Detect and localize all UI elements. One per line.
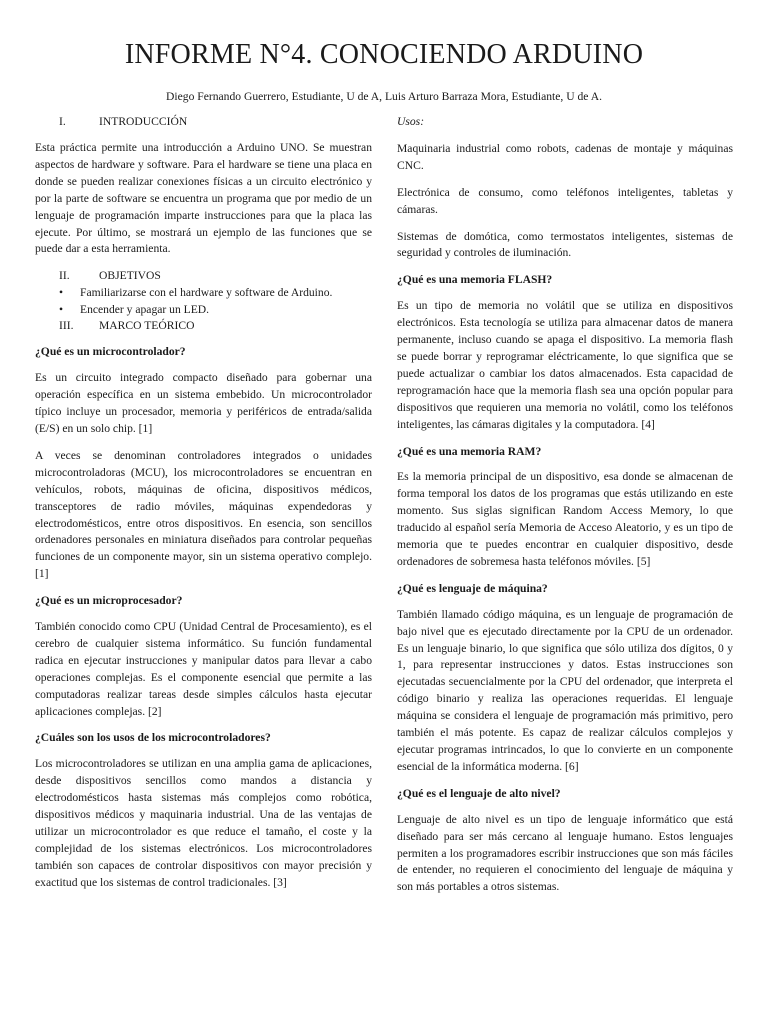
uses-item: Sistemas de domótica, como termostatos inteligentes, sistemas de seguridad y controles de iluminación. xyxy=(397,229,733,260)
list-item xyxy=(35,284,372,301)
section-introduction-heading xyxy=(35,114,372,130)
paper-title: INFORME N°4. CONOCIENDO ARDUINO xyxy=(124,39,644,70)
section-number: III. xyxy=(59,319,74,333)
section-title: INTRODUCCIÓN xyxy=(99,115,188,128)
question-heading-high-level-language: ¿Qué es el lenguaje de alto nivel? xyxy=(397,786,561,800)
paragraph: Es la memoria principal de un dispositivo, esa donde se almacenan de forma temporal los datos de los programas que estás utilizando en este momento. Sus siglas significan Random Access Memory, lo que traducido al español sería Memoria de Acceso Aleatorio, y es un tipo de memoria que te puedes encontrar en cualquier dispositivo, desde ordenadores de sobremesa hasta teléfonos móviles. [5] xyxy=(397,470,733,568)
list-item xyxy=(35,301,372,318)
uses-item: Maquinaria industrial como robots, cadenas de montaje y máquinas CNC. xyxy=(397,141,733,172)
paragraph: También conocido como CPU (Unidad Central de Procesamiento), es el cerebro de cualquier sistema informático. Su función fundamental radica en ejecutar instrucciones y manipular datos para llevar a cabo operaciones complejas. Es el componente esencial que permite a las computadoras realizar tareas desde simples cálculos hasta ejecutar aplicaciones complejas. [2] xyxy=(35,620,372,718)
section-number: I. xyxy=(59,115,66,128)
bullet-icon: • xyxy=(59,286,64,300)
section-title: MARCO TEÓRICO xyxy=(99,319,195,333)
paragraph: Los microcontroladores se utilizan en una amplia gama de aplicaciones, desde dispositivos sencillos como mandos a distancia y electrodomésticos hasta sistemas más complejos como robótica, dispositivos médicos y maquinaria industrial. Una de las ventajas de utilizar un microcontrolador es que reduce el tamaño, el coste y la complejidad de los sistemas electrónicos. Los microcontroladores también son capaces de controlar dispositivos con mayor precisión y exactitud que los sistemas de control tradicionales. [3] xyxy=(35,757,372,889)
introduction-paragraph: Esta práctica permite una introducción a Arduino UNO. Se muestran aspectos de hardware y software. Para el hardware se tiene una placa en donde se pueden realizar conexiones físicas a un circuito electrónico y por la parte de software se encuentra un programa que por medio de un lenguaje de programación imparte instrucciones para que la placa las ejecute. Por último, se mostrará un ejemplo de las funciones que se puede dar a esta herramienta. xyxy=(35,141,372,256)
section-theory-heading xyxy=(35,318,372,334)
objectives-list xyxy=(35,284,372,318)
uses-item: Electrónica de consumo, como teléfonos inteligentes, tabletas y cámaras. xyxy=(397,185,733,216)
paragraph: Es un circuito integrado compacto diseñado para gobernar una operación específica en un sistema embebido. Un microcontrolador típico incluye un procesador, memoria y periféricos de entrada/salida (E/S) en un solo chip. [1] xyxy=(35,371,372,435)
paragraph: Lenguaje de alto nivel es un tipo de lenguaje informático que está diseñado para ser más cercano al lenguaje humano. Estos lenguajes permiten a los programadores escribir instrucciones que son más fáciles de entender, no requieren el conocimiento del lenguaje de máquina y son más portables a otros sistemas. xyxy=(397,812,733,894)
question-heading-machine-language: ¿Qué es lenguaje de máquina? xyxy=(397,581,548,595)
uses-label: Usos: xyxy=(397,115,425,128)
paragraph: A veces se denominan controladores integrados o unidades microcontroladoras (MCU), los microcontroladores se encuentran en vehículos, robots, máquinas de oficina, dispositivos médicos, transceptores de radio móviles, máquinas expendedoras y electrodomésticos, entre otros dispositivos. En esencia, son sencillos ordenadores personales en miniatura diseñados para controlar pequeñas funciones de un componente mayor, sin un sistema operativo complejo. [1] xyxy=(35,448,372,581)
bullet-icon: • xyxy=(59,303,64,317)
paragraph: Es un tipo de memoria no volátil que se utiliza en dispositivos electrónicos. Esta tecnología se utiliza para almacenar datos de manera permanente, incluso cuando se apaga el dispositivo. La memoria flash se puede borrar y reprogramar eléctricamente, lo que significa que se puede actualizar o cambiar los datos almacenados. Esta capacidad de reprogramación hace que la memoria flash sea una opción popular para dispositivos que requieren una memoria no volátil, como los teléfonos inteligentes, las cámaras digitales y la computadora. [4] xyxy=(397,299,733,431)
left-column xyxy=(35,114,372,902)
question-heading-microcontroller: ¿Qué es un microcontrolador? xyxy=(35,345,186,359)
section-title: OBJETIVOS xyxy=(99,269,161,283)
author-line: Diego Fernando Guerrero, Estudiante, U de A, Luis Arturo Barraza Mora, Estudiante, U de A. xyxy=(166,90,602,103)
question-heading-ram: ¿Qué es una memoria RAM? xyxy=(397,444,542,458)
right-column xyxy=(397,114,733,906)
section-number: II. xyxy=(59,269,70,283)
question-heading-flash: ¿Qué es una memoria FLASH? xyxy=(397,273,553,287)
paragraph: También llamado código máquina, es un lenguaje de programación de bajo nivel que es ejecutado directamente por la CPU de un ordenador. Es un lenguaje binario, lo que significa que sólo utiliza dos dígitos, 0 y 1, para representar instrucciones y datos. Estas instrucciones son ejecutadas secuencialmente por la CPU del ordenador, que interpreta el código binario y realiza las operaciones requeridas. El lenguaje máquina se considera el lenguaje de programación más primitivo, pero también el más potente. Es capaz de realizar cálculos complejos y ejecutar programas intrincados, lo que lo convierte en un componente esencial de la informática moderna. [6] xyxy=(397,607,733,773)
question-heading-uses: ¿Cuáles son los usos de los microcontroladores? xyxy=(35,731,271,745)
objective-text: Familiarizarse con el hardware y software de Arduino. xyxy=(80,286,333,300)
objective-text: Encender y apagar un LED. xyxy=(80,303,210,317)
section-objectives-heading xyxy=(35,268,372,284)
question-heading-microprocessor: ¿Qué es un microprocesador? xyxy=(35,594,183,608)
